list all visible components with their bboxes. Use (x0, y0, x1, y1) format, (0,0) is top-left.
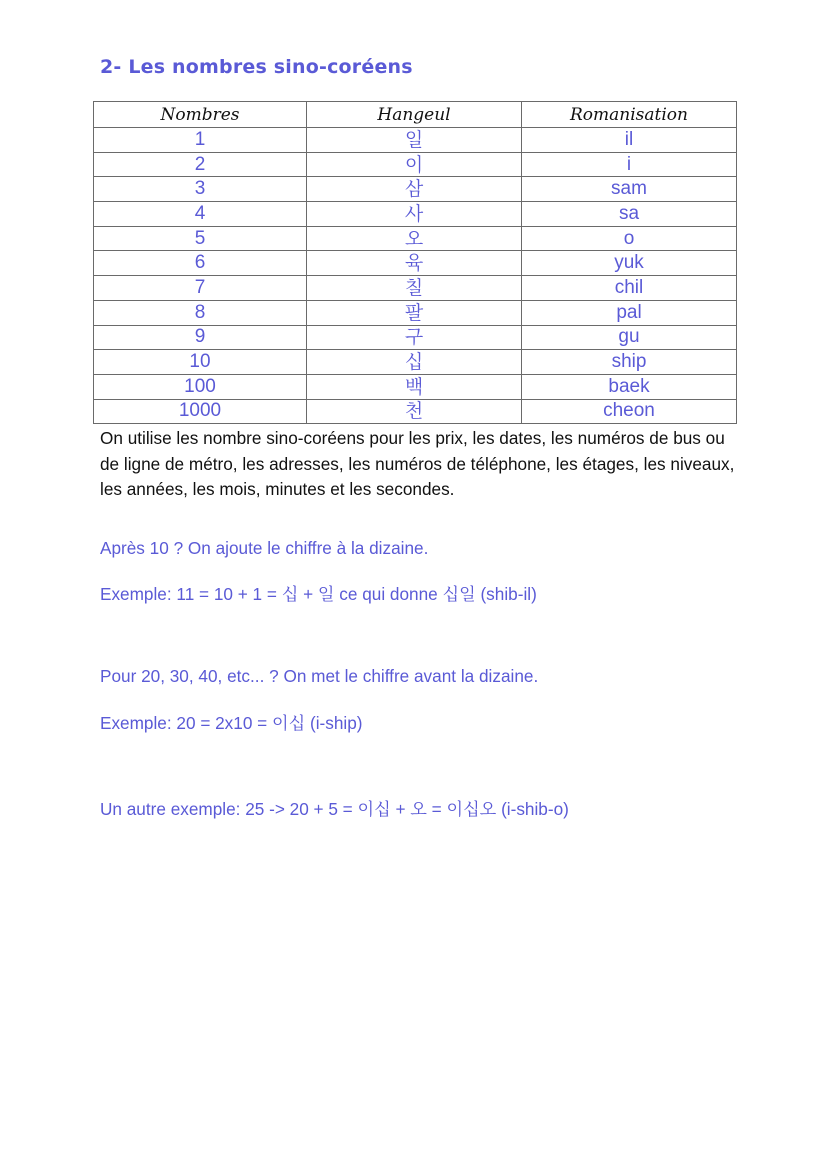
after-ten-question: Après 10 ? On ajoute le chiffre à la dizaine. (100, 538, 429, 558)
cell-hangeul: 오 (307, 226, 522, 251)
section-title: 2- Les nombres sino-coréens (100, 56, 413, 78)
cell-romanisation: gu (522, 325, 737, 350)
table-row (94, 374, 737, 399)
cell-hangeul: 사 (307, 202, 522, 227)
header-nombres: Nombres (94, 102, 307, 128)
table-row (94, 177, 737, 202)
cell-romanisation: baek (522, 374, 737, 399)
tens-question: Pour 20, 30, 40, etc... ? On met le chiffre avant la dizaine. (100, 666, 539, 686)
header-romanisation: Romanisation (522, 102, 737, 128)
cell-hangeul: 구 (307, 325, 522, 350)
cell-romanisation: i (522, 152, 737, 177)
cell-hangeul: 팔 (307, 300, 522, 325)
cell-hangeul: 십 (307, 350, 522, 375)
example-twenty: Exemple: 20 = 2x10 = 이십 (i-ship) (100, 713, 363, 733)
cell-hangeul: 칠 (307, 276, 522, 301)
header-hangeul: Hangeul (307, 102, 522, 128)
cell-number: 2 (94, 152, 307, 177)
cell-number: 1 (94, 128, 307, 153)
cell-romanisation: ship (522, 350, 737, 375)
cell-number: 100 (94, 374, 307, 399)
cell-number: 5 (94, 226, 307, 251)
table-header-row (94, 102, 737, 128)
cell-romanisation: sa (522, 202, 737, 227)
cell-romanisation: cheon (522, 399, 737, 424)
cell-number: 6 (94, 251, 307, 276)
usage-paragraph: On utilise les nombre sino-coréens pour les prix, les dates, les numéros de bus ou de ligne de métro, les adresses, les numéros de téléphone, les étages, les niveaux, les années, les mois, minutes et les secondes. (100, 428, 735, 499)
cell-hangeul: 백 (307, 374, 522, 399)
table-row (94, 276, 737, 301)
cell-romanisation: il (522, 128, 737, 153)
cell-number: 10 (94, 350, 307, 375)
table-row (94, 399, 737, 424)
cell-romanisation: sam (522, 177, 737, 202)
cell-number: 4 (94, 202, 307, 227)
table-row (94, 251, 737, 276)
cell-number: 8 (94, 300, 307, 325)
example-eleven: Exemple: 11 = 10 + 1 = 십 + 일 ce qui donne 십일 (shib-il) (100, 584, 537, 604)
table-row (94, 152, 737, 177)
cell-hangeul: 삼 (307, 177, 522, 202)
cell-hangeul: 천 (307, 399, 522, 424)
cell-number: 1000 (94, 399, 307, 424)
cell-romanisation: o (522, 226, 737, 251)
table-row (94, 128, 737, 153)
cell-romanisation: chil (522, 276, 737, 301)
cell-number: 7 (94, 276, 307, 301)
table-row (94, 202, 737, 227)
example-twenty-five: Un autre exemple: 25 -> 20 + 5 = 이십 + 오 = 이십오 (i-shib-o) (100, 799, 569, 819)
table-row (94, 226, 737, 251)
cell-romanisation: pal (522, 300, 737, 325)
cell-romanisation: yuk (522, 251, 737, 276)
cell-number: 3 (94, 177, 307, 202)
cell-hangeul: 이 (307, 152, 522, 177)
cell-number: 9 (94, 325, 307, 350)
table-row (94, 325, 737, 350)
table-row (94, 350, 737, 375)
numbers-table (93, 101, 737, 424)
cell-hangeul: 일 (307, 128, 522, 153)
cell-hangeul: 육 (307, 251, 522, 276)
table-row (94, 300, 737, 325)
